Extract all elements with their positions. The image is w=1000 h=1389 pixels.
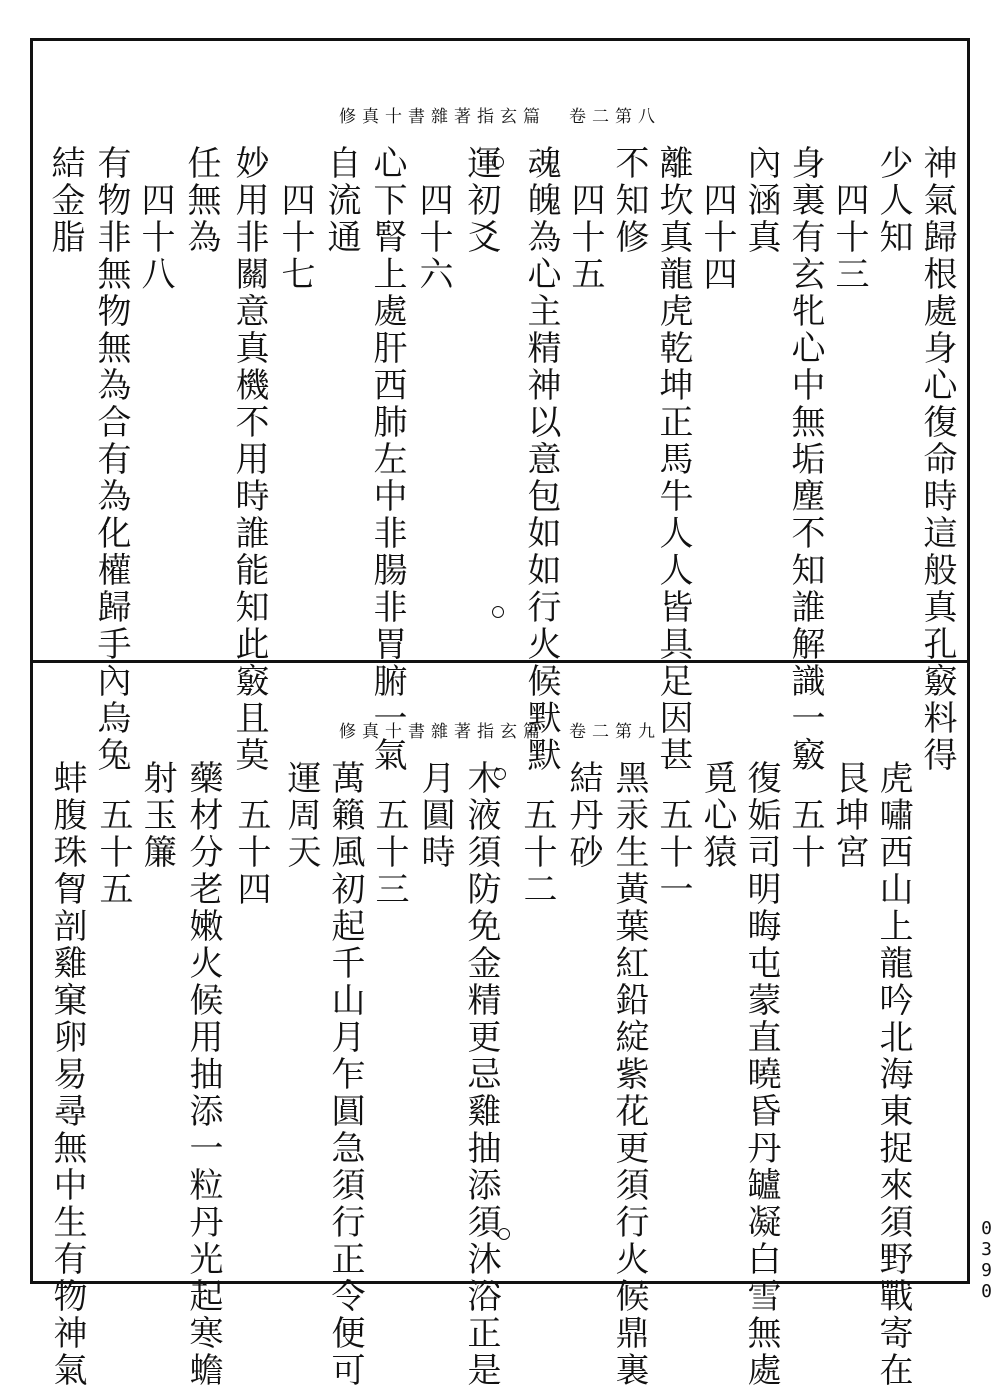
text-column: 身裏有玄牝心中無垢塵不知誰解識一竅 bbox=[785, 145, 825, 774]
text-column: 萬籟風初起千山月乍圓急須行正令便可 bbox=[325, 760, 365, 1389]
text-column: 內涵真 bbox=[741, 145, 781, 256]
text-column: 蚌腹珠胷剖雞窠卵易尋無中生有物神氣 bbox=[47, 760, 87, 1389]
section-number: 五十一 bbox=[653, 760, 693, 908]
section-number: 五十二 bbox=[517, 760, 557, 908]
text-column: 艮坤宮 bbox=[829, 760, 869, 871]
text-column: 藥材分老嫩火候用抽添一粒丹光起寒蟾 bbox=[183, 760, 223, 1389]
text-column: 結金脂 bbox=[45, 145, 85, 256]
text-column: 妙用非關意真機不用時誰能知此竅且莫 bbox=[229, 145, 269, 774]
section-number: 四十五 bbox=[565, 145, 605, 293]
text-column: 自流通 bbox=[321, 145, 361, 256]
section-number: 四十三 bbox=[829, 145, 869, 293]
section-number: 四十四 bbox=[697, 145, 737, 293]
text-column: 結丹砂 bbox=[563, 760, 603, 871]
page-number: 0390 bbox=[976, 1218, 997, 1302]
text-column: 運周天 bbox=[281, 760, 321, 871]
punctuation-circle bbox=[492, 156, 504, 168]
text-column: 不知修 bbox=[609, 145, 649, 256]
text-column: 黑汞生黃葉紅鉛綻紫花更須行火候鼎裏 bbox=[609, 760, 649, 1389]
punctuation-circle bbox=[492, 606, 504, 618]
punctuation-circle bbox=[494, 768, 506, 780]
section-number: 五十四 bbox=[231, 760, 271, 908]
punctuation-circle bbox=[498, 1228, 510, 1240]
text-column: 虎嘯西山上龍吟北海東捉來須野戰寄在 bbox=[873, 760, 913, 1389]
text-column: 離坎真龍虎乾坤正馬牛人人皆具足因甚 bbox=[653, 145, 693, 774]
text-column: 月圓時 bbox=[415, 760, 455, 871]
text-column: 少人知 bbox=[873, 145, 913, 256]
page-header-top: 修真十書雜著指玄篇 卷二第八 bbox=[339, 107, 661, 127]
page-divider bbox=[30, 660, 970, 663]
text-column: 射玉簾 bbox=[137, 760, 177, 871]
text-column: 任無為 bbox=[181, 145, 221, 256]
section-number: 五十 bbox=[785, 760, 825, 871]
section-number: 四十八 bbox=[135, 145, 175, 293]
page-header-bottom: 修真十書雜著指玄篇 卷二第九 bbox=[339, 722, 661, 742]
section-number: 四十七 bbox=[275, 145, 315, 293]
text-column: 心下腎上處肝西肺左中非腸非胃腑一氣 bbox=[367, 145, 407, 774]
text-column: 有物非無物無為合有為化權歸手內烏兔 bbox=[91, 145, 131, 774]
text-column: 復姤司明晦屯蒙直曉昏丹罏凝白雪無處 bbox=[741, 760, 781, 1389]
text-column: 運初爻 bbox=[461, 145, 501, 256]
text-column: 木液須防免金精更忌雞抽添須沐浴正是 bbox=[461, 760, 501, 1389]
section-number: 五十三 bbox=[369, 760, 409, 908]
section-number: 五十五 bbox=[93, 760, 133, 908]
text-column: 魂魄為心主精神以意包如如行火候默默 bbox=[521, 145, 561, 774]
text-column: 覓心猿 bbox=[697, 760, 737, 871]
text-column: 神氣歸根處身心復命時這般真孔竅料得 bbox=[917, 145, 957, 774]
section-number: 四十六 bbox=[413, 145, 453, 293]
